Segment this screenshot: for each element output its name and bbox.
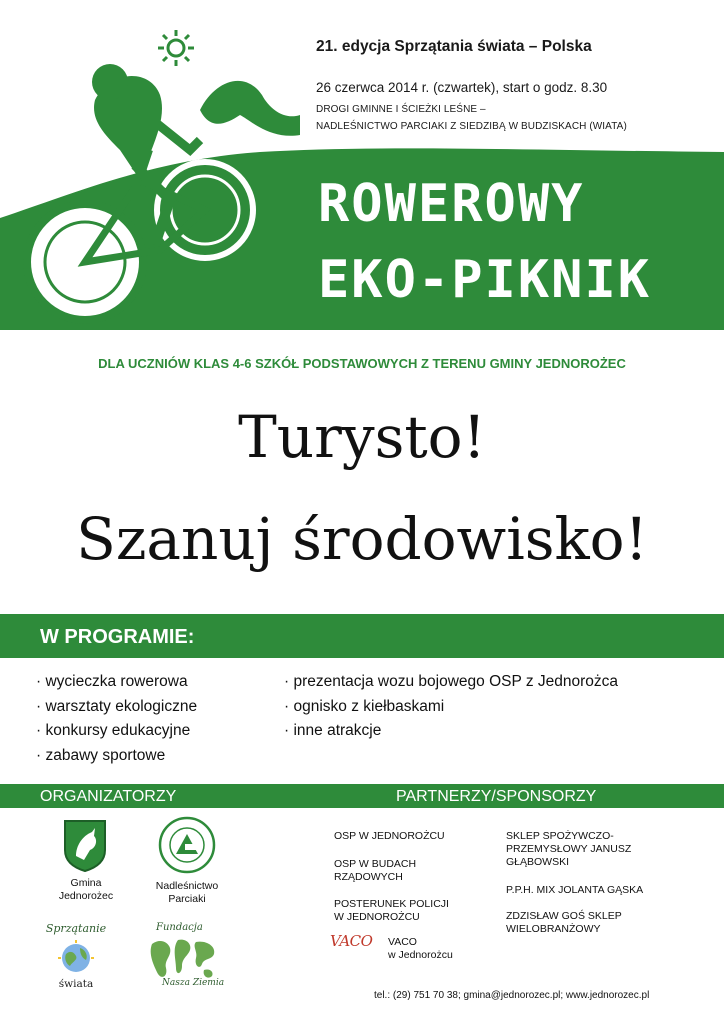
organizers-label: ORGANIZATORZY bbox=[40, 788, 177, 805]
contact-footer: tel.: (29) 751 70 38; gmina@jednorozec.pl; www.jednorozec.pl bbox=[374, 990, 650, 1001]
slogan-line1: Turysto! bbox=[238, 403, 486, 471]
wave-shape bbox=[200, 81, 300, 136]
event-title-line1: ROWEROWY bbox=[318, 174, 585, 234]
partner-zdzislaw-gos: ZDZISŁAW GOŚ SKLEP WIELOBRANŻOWY bbox=[506, 910, 622, 935]
event-place-line2: NADLEŚNICTWO PARCIAKI Z SIEDZIBĄ W BUDZISKACH (WIATA) bbox=[316, 121, 627, 132]
partner-posterunek: POSTERUNEK POLICJI W JEDNOROŻCU bbox=[334, 898, 449, 923]
partners-label: PARTNERZY/SPONSORZY bbox=[396, 788, 597, 805]
fundacja-top: Fundacja bbox=[156, 922, 203, 933]
event-title-line2: EKO-PIKNIK bbox=[318, 250, 652, 310]
gmina-caption: Gmina Jednorożec bbox=[58, 877, 114, 902]
gmina-crest-icon bbox=[62, 818, 108, 872]
list-item: · prezentacja wozu bojowego OSP z Jednorożca bbox=[284, 673, 619, 690]
edition-title: 21. edycja Sprzątania świata – Polska bbox=[316, 38, 592, 55]
partner-osp-jednorozec: OSP W JEDNOROŻCU bbox=[334, 830, 445, 842]
partner-sklep-glabowski: SKLEP SPOŻYWCZO- PRZEMYSŁOWY JANUSZ GŁĄBOWSKI bbox=[506, 830, 632, 868]
partner-pph-mix: P.P.H. MIX JOLANTA GĄSKA bbox=[506, 884, 644, 896]
globe-icon bbox=[58, 940, 94, 976]
nadlesnictwo-caption: Nadleśnictwo Parciaki bbox=[155, 880, 219, 905]
audience-text: DLA UCZNIÓW KLAS 4-6 SZKÓŁ PODSTAWOWYCH Z TERENU GMINY JEDNOROŻEC bbox=[98, 356, 626, 371]
list-item: · ognisko z kiełbaskami bbox=[284, 697, 445, 715]
partner-osp-budy: OSP W BUDACH RZĄDOWYCH bbox=[334, 858, 417, 883]
partner-vaco: VACO w Jednorożcu bbox=[388, 936, 453, 961]
list-item: · konkursy edukacyjne bbox=[36, 722, 191, 739]
list-item: · zabawy sportowe bbox=[36, 746, 166, 764]
list-item: · wycieczka rowerowa bbox=[36, 673, 188, 690]
sprzatanie-top: Sprzątanie bbox=[45, 922, 107, 935]
program-title: W PROGRAMIE: bbox=[40, 626, 195, 648]
list-item: · inne atrakcje bbox=[284, 722, 382, 739]
program-list-left bbox=[36, 670, 197, 768]
slogan-line2: Szanuj środowisko! bbox=[76, 505, 648, 573]
list-item: · warsztaty ekologiczne bbox=[36, 697, 198, 715]
event-date: 26 czerwca 2014 r. (czwartek), start o godz. 8.30 bbox=[316, 80, 608, 95]
sun-icon bbox=[158, 30, 194, 66]
fundacja-bottom: Nasza Ziemia bbox=[162, 978, 225, 988]
vaco-logo: VACO bbox=[330, 932, 373, 950]
program-list-right bbox=[284, 670, 618, 744]
event-place-line1: DROGI GMINNE I ŚCIEŻKI LEŚNE – bbox=[316, 104, 486, 115]
lasy-panstwowe-logo-icon bbox=[158, 816, 216, 874]
sprzatanie-bottom: świata bbox=[58, 978, 94, 990]
